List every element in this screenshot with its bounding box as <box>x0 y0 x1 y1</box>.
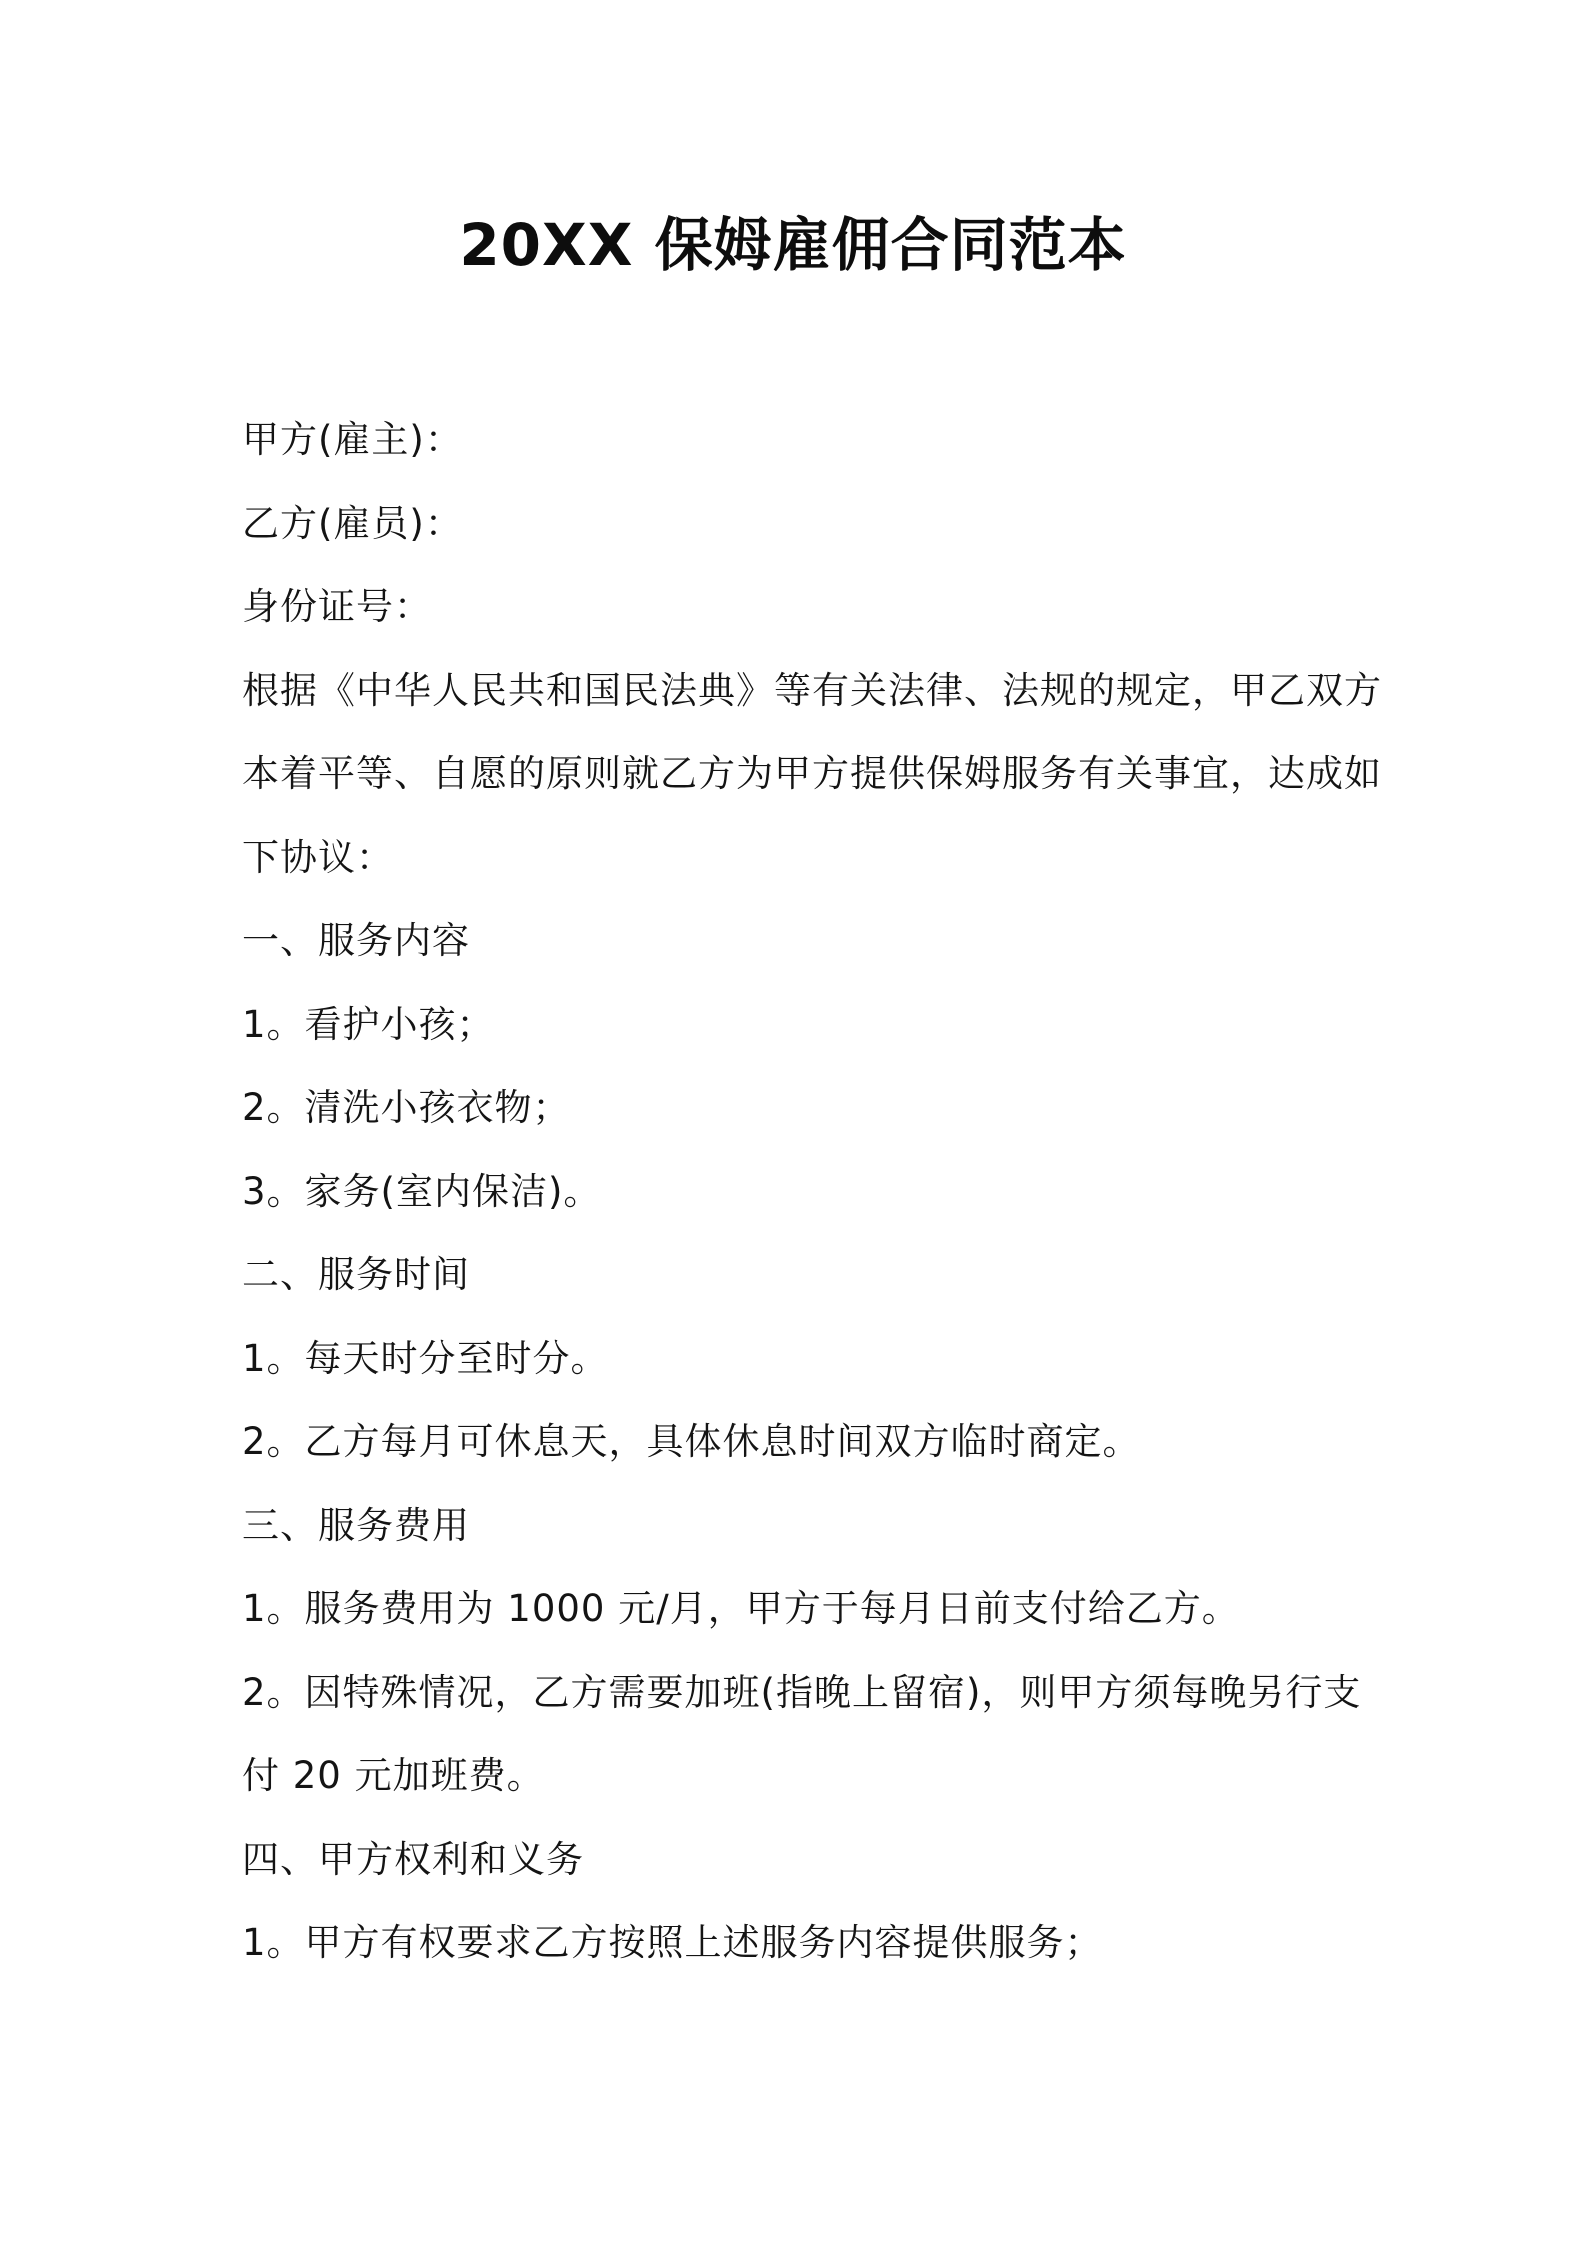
preamble-line-1: 根据《中华人民共和国民法典》等有关法律、法规的规定，甲乙双方 <box>242 668 1382 712</box>
document-body <box>242 398 1382 1985</box>
party-a-rights-item-1: 1。甲方有权要求乙方按照上述服务内容提供服务； <box>242 1921 1103 1964</box>
preamble-line-2: 本着平等、自愿的原则就乙方为甲方提供保姆服务有关事宜，达成如 <box>242 752 1382 795</box>
service-content-item-2: 2。清洗小孩衣物； <box>242 1086 571 1129</box>
party-a-line: 甲方(雇主)： <box>242 418 463 461</box>
section-heading-party-a-rights: 四、甲方权利和义务 <box>242 1837 584 1881</box>
service-fee-item-2-line-2: 付 20 元加班费。 <box>242 1754 545 1797</box>
service-fee-item-2-line-1: 2。因特殊情况，乙方需要加班(指晚上留宿)，则甲方须每晚另行支 <box>242 1670 1362 1714</box>
id-number-line: 身份证号： <box>242 585 432 628</box>
service-content-item-3: 3。家务(室内保洁)。 <box>242 1169 602 1213</box>
section-heading-service-fee: 三、服务费用 <box>242 1503 470 1547</box>
service-time-item-2: 2。乙方每月可休息天，具体休息时间双方临时商定。 <box>242 1420 1141 1463</box>
document-title: 20XX 保姆雇佣合同范本 <box>459 211 1127 279</box>
party-b-line: 乙方(雇员)： <box>242 501 463 545</box>
service-fee-item-1: 1。服务费用为 1000 元/月，甲方于每月日前支付给乙方。 <box>242 1587 1240 1630</box>
service-time-item-1: 1。每天时分至时分。 <box>242 1336 609 1380</box>
section-heading-service-time: 二、服务时间 <box>242 1253 470 1296</box>
section-heading-service-content: 一、服务内容 <box>242 919 470 962</box>
preamble-line-3: 下协议： <box>242 835 394 879</box>
service-content-item-1: 1。看护小孩； <box>242 1002 495 1046</box>
